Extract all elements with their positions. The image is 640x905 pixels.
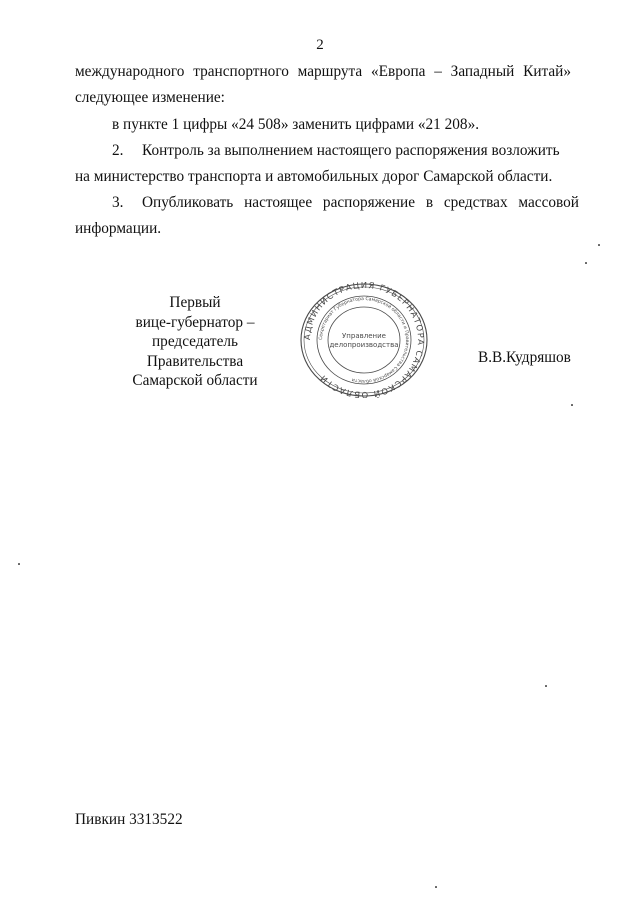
scan-speck — [18, 563, 20, 565]
seal-icon — [298, 282, 430, 398]
svg-text:АДМИНИСТРАЦИЯ ГУБЕРНАТОРА САМА: АДМИНИСТРАЦИЯ ГУБЕРНАТОРА САМАРСКОЙ ОБЛАСТИ — [301, 282, 427, 398]
scan-speck — [571, 404, 573, 406]
item-3-text: Опубликовать настоящее распоряжение в средствах массовой — [142, 194, 579, 211]
signatory-title-line-3: председатель Правительства — [146, 333, 244, 370]
item-3-number: 3. — [112, 194, 124, 211]
body-line-2: следующее изменение: — [75, 89, 225, 106]
official-seal-stamp — [298, 282, 430, 398]
signatory-title-line-2: вице-губернатор – — [135, 313, 255, 331]
item-2-first-line — [112, 142, 571, 160]
item-2-second-line: на министерство транспорта и автомобильных дорог Самарской области. — [75, 168, 553, 185]
item-3-second-line: информации. — [75, 220, 162, 237]
scan-speck — [545, 685, 547, 687]
signatory-name: В.В.Кудряшов — [478, 349, 571, 366]
signatory-title-line-1: Первый — [169, 294, 221, 311]
svg-text:Управление: Управление — [342, 332, 386, 340]
item-2-text: Контроль за выполнением настоящего распоряжения возложить — [142, 142, 560, 159]
signatory-title — [110, 293, 280, 391]
executor-info: Пивкин 3313522 — [75, 811, 183, 828]
body-line-3: в пункте 1 цифры «24 508» заменить цифрами «21 208». — [112, 116, 480, 133]
item-3-first-line — [112, 194, 579, 212]
svg-text:делопроизводства: делопроизводства — [329, 341, 399, 349]
scan-speck — [585, 262, 587, 264]
page-number: 2 — [316, 37, 324, 53]
item-2-number: 2. — [112, 142, 124, 159]
body-line-1: международного транспортного маршрута «Европа – Западный Китай» — [75, 63, 571, 80]
svg-text:Секретариат Губернатора Самарс: Секретариат Губернатора Самарской области и Правительства Самарской области — [318, 296, 410, 384]
scan-speck — [598, 244, 600, 246]
signatory-title-line-4: Самарской области — [132, 372, 258, 389]
scan-speck — [435, 886, 437, 888]
